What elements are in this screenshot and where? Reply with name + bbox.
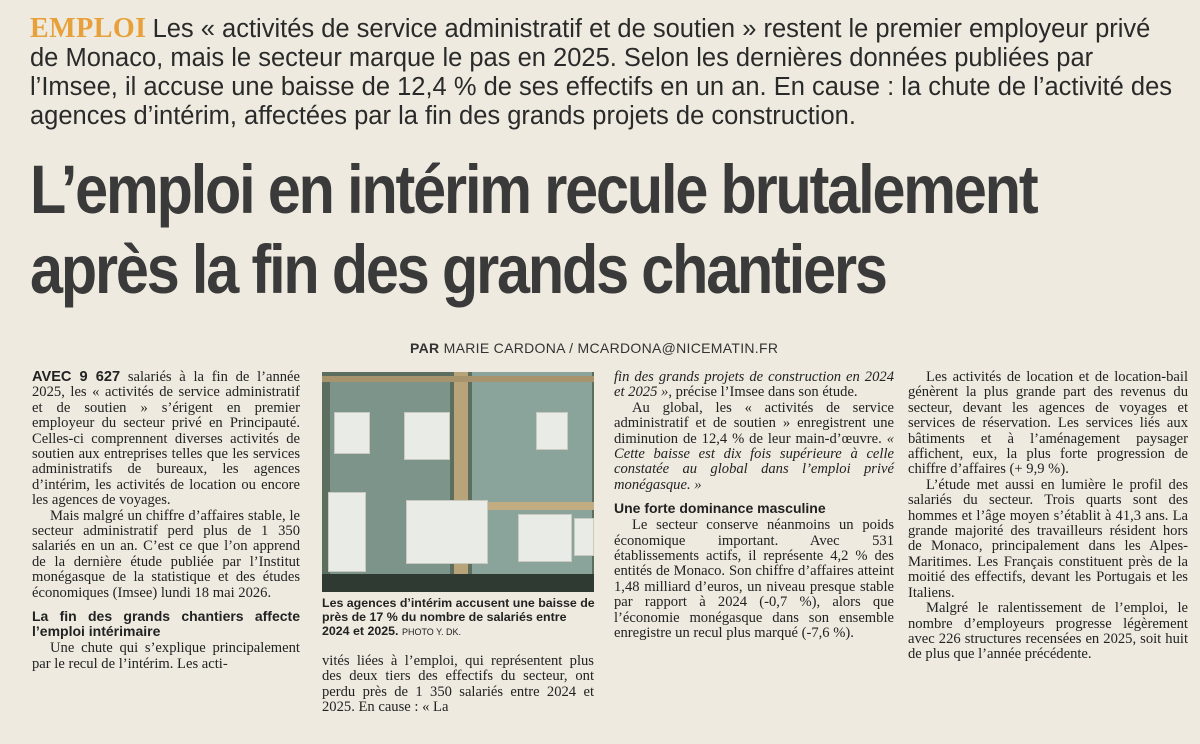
col3-subheading: Une forte dominance masculine	[614, 500, 826, 517]
col1-paragraph-3: Une chute qui s’explique principalement par le recul de l’intérim. Les acti-	[32, 640, 300, 672]
column-2	[322, 654, 594, 716]
col3-p1-rest: , précise l’Imsee dans son étude.	[668, 384, 858, 401]
byline-author: MARIE CARDONA / MCARDONA@NICEMATIN.FR	[443, 340, 779, 356]
headline-line-2: après la fin des grands chantiers	[30, 231, 886, 308]
col3-paragraph-1	[614, 370, 894, 401]
chapeau-text: Les « activités de service administratif et de soutien » restent le premier employeur privé de Monaco, mais le secteur marque le pas en 2025. Selon les dernières données publiées par l’Imsee, il accuse une baisse de 12,4 % de ses effectifs en un an. En cause : la chute de l’activité des agences d’intérim, affectées par la fin des grands projets de construction.	[30, 15, 1173, 130]
col1-paragraph-2: Mais malgré un chiffre d’affaires stable, le secteur administratif perd plus de 1 350 salariés en un an. C’est ce que l’on apprend de la dernière étude publiée par l’Institut monégasque de la statistique et des études économiques (Imsee) lundi 18 mai 2026.	[32, 507, 300, 601]
byline	[410, 340, 778, 356]
headline	[30, 150, 1037, 310]
col1-p1-text: salariés à la fin de l’année 2025, les « activités de service administratif et de soutien » s’érigent en premier employeur du secteur privé en Principauté. Celles-ci comprennent diverses activités de soutien aux entreprises telles que les services administratifs de bureaux, les agences d’intérim, les activités de location ou encore les agences de voyages.	[32, 369, 301, 509]
column-4	[908, 370, 1188, 663]
col4-paragraph-1: Les activités de location et de location-bail génèrent la plus grande part des revenus du secteur, devant les agences de voyages et services de réservation. Les services liés aux bâtiments et à l’aménagement paysager affichent, eux, la plus forte progression de chiffre d’affaires (+ 9,9 %).	[908, 369, 1188, 478]
chapeau	[30, 14, 1180, 131]
col4-paragraph-3: Malgré le ralentissement de l’emploi, le nombre d’employeurs progresse légèrement avec 226 structures recensées en 2025, soit huit de plus que l’année précédente.	[908, 600, 1188, 663]
photo-agency-window	[322, 372, 594, 592]
column-3	[614, 370, 894, 642]
column-1	[32, 370, 300, 672]
col3-p2-start: Au global, les « activités de service administratif et de soutien » enregistrent une diminution de 12,4 % de leur main-d’œuvre.	[614, 399, 894, 447]
col4-paragraph-2: L’étude met aussi en lumière le profil des salariés du secteur. Trois quarts sont des hommes et l’âge moyen s’établit à 41,3 ans. La grande majorité des travailleurs résident hors de Monaco, principalement dans les Alpes-Maritimes. Les Français constituent près de la moitié des effectifs, devant les Portugais et les Italiens.	[908, 476, 1188, 601]
kicker-label: EMPLOI	[30, 13, 147, 44]
col2-paragraph-1: vités liées à l’emploi, qui représentent plus des deux tiers des effectifs du secteur, ont perdu près de 1 350 salariés entre 2024 et 2025. En cause : « La	[322, 653, 594, 716]
photo-credit: PHOTO Y. DK.	[401, 627, 461, 637]
col1-paragraph-1	[32, 370, 300, 509]
col1-subheading: La fin des grands chantiers affecte l’emploi intérimaire	[32, 608, 300, 640]
col3-quote-2: « Cette baisse est dix fois supérieure à celle constatée au global dans l’emploi privé monégasque. »	[614, 430, 894, 493]
col3-paragraph-3: Le secteur conserve néanmoins un poids économique important. Avec 531 établissements actifs, il représente 4,2 % des entités de Monaco. Son chiffre d’affaires atteint 1,48 milliard d’euros, un niveau presque stable par rapport à 2024 (-0,7 %), alors que l’économie monégasque dans son ensemble enregistre un recul plus marqué (-7,6 %).	[614, 517, 894, 642]
col3-quote-1: fin des grands projets de construction en 2024 et 2025 »	[614, 369, 894, 401]
headline-line-1: L’emploi en intérim recule brutalement	[30, 151, 1037, 228]
lead-in: AVEC 9 627	[32, 369, 121, 385]
photo-caption	[322, 596, 596, 639]
byline-prefix: PAR	[410, 340, 440, 356]
col3-paragraph-2	[614, 401, 894, 493]
caption-text: Les agences d’intérim accusent une baisse de près de 17 % du nombre de salariés entre 2024 et 2025.	[322, 596, 595, 638]
